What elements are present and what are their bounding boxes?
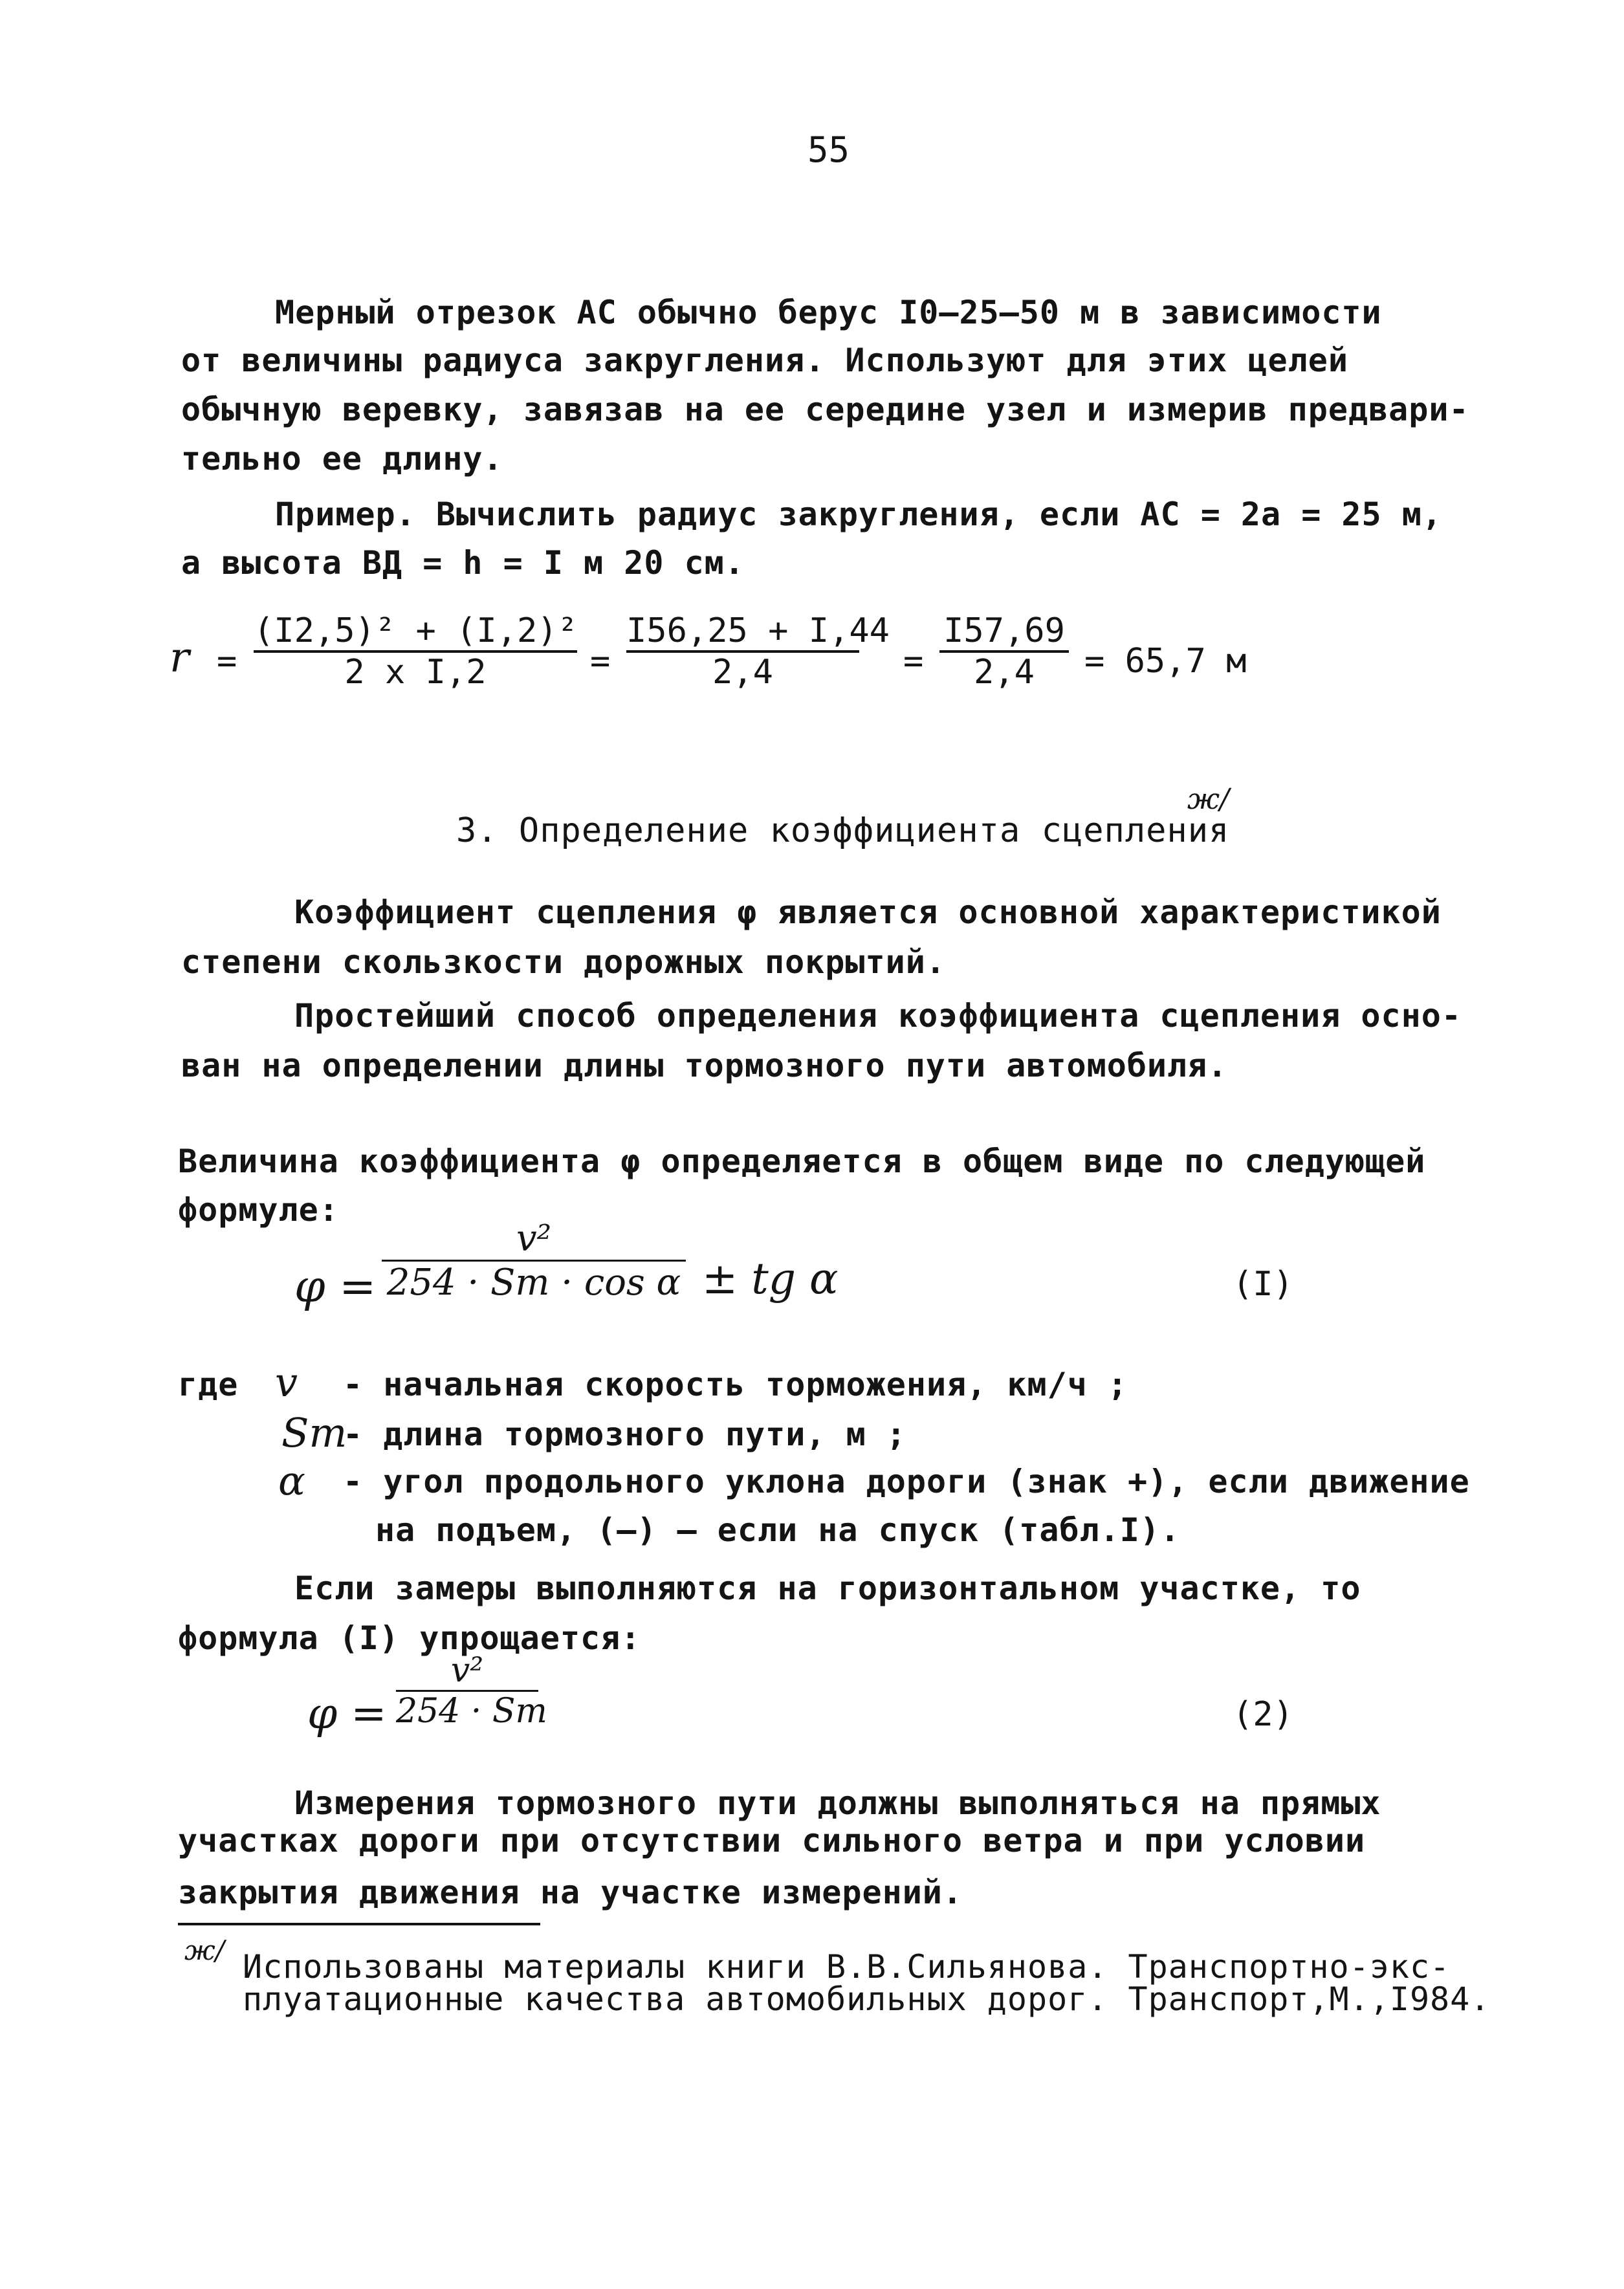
fraction-1-denominator: 2 х I,2 (344, 653, 487, 692)
paragraph-6-line-3: закрытия движения на участке измерений. (178, 1874, 963, 1911)
formula-2-numerator: v² (450, 1651, 484, 1690)
section-footnote-mark: ж/ (1187, 783, 1229, 816)
footnote-mark: ж/ (184, 1934, 225, 1966)
paragraph-6-line-1: Измерения тормозного пути должны выполняться на прямых (294, 1784, 1381, 1822)
footnote-line-2: плуатационные качества автомобильных дорог. Транспорт,М.,I984. (243, 1980, 1491, 2018)
equals-sign-1: = (217, 642, 237, 681)
section-heading: 3. Определение коэффициента сцепления (456, 811, 1230, 850)
fraction-3 (939, 611, 1069, 692)
paragraph-1-line-4: тельно ее длину. (181, 440, 503, 477)
fraction-1-numerator: (I2,5)² + (I,2)² (254, 611, 578, 650)
alpha-definition-line-1: - угол продольного уклона дороги (знак +), если движение (343, 1463, 1470, 1500)
formula-1-denominator: 254 · Sт · cos α (386, 1262, 681, 1304)
fraction-3-denominator: 2,4 (974, 653, 1035, 692)
paragraph-4-line-1: Величина коэффициента φ определяется в общем виде по следующей (178, 1143, 1426, 1180)
fraction-2-numerator: I56,25 + I,44 (626, 611, 890, 650)
formula-2-fraction (396, 1651, 547, 1731)
footnote-separator (178, 1923, 540, 1925)
radius-result: = 65,7 м (1084, 642, 1247, 681)
v-definition: - начальная скорость торможения, км/ч ; (343, 1366, 1128, 1403)
paragraph-5-line-1: Если замеры выполняются на горизонтальном участке, то (294, 1570, 1361, 1607)
s-symbol: Sт (281, 1409, 347, 1456)
radius-symbol: r (170, 634, 190, 682)
formula-1-number: (I) (1233, 1265, 1293, 1304)
paragraph-3-line-2: ван на определении длины тормозного пути автомобиля. (181, 1047, 1228, 1084)
fraction-3-numerator: I57,69 (943, 611, 1065, 650)
formula-2-lhs: φ = (307, 1689, 387, 1738)
formula-1-tail: ± tg α (702, 1254, 839, 1304)
example-line-1: Пример. Вычислить радиус закругления, если АС = 2а = 25 м, (275, 496, 1442, 533)
page-number: 55 (807, 129, 850, 170)
equals-sign-3: = (903, 642, 924, 681)
equals-sign-2: = (590, 642, 611, 681)
alpha-symbol: α (278, 1457, 305, 1504)
s-definition: - длина тормозного пути, м ; (343, 1416, 906, 1453)
paragraph-6-line-2: участках дороги при отсутствии сильного ветра и при условии (178, 1822, 1366, 1859)
formula-1-lhs: φ = (294, 1262, 377, 1313)
where-label: где (178, 1366, 239, 1403)
paragraph-4-line-2: формуле: (178, 1191, 339, 1229)
formula-1-numerator: v² (516, 1218, 552, 1260)
paragraph-1-line-1: Мерный отрезок АС обычно берус I0–25–50 м в зависимости (275, 294, 1382, 331)
paragraph-5-line-2: формула (I) упрощается: (178, 1619, 641, 1657)
paragraph-2-line-2: степени скользкости дорожных покрытий. (181, 943, 946, 981)
paragraph-1-line-3: обычную веревку, завязав на ее середине узел и измерив предвари- (181, 391, 1469, 428)
fraction-2 (626, 611, 890, 692)
alpha-definition-line-2: на подъем, (–) – если на спуск (табл.I). (375, 1511, 1181, 1549)
formula-2-denominator: 254 · Sт (396, 1692, 547, 1731)
footnote-line-1: Использованы материалы книги В.В.Сильянова. Транспортно-экс- (243, 1948, 1451, 1986)
paragraph-1-line-2: от величины радиуса закругления. Используют для этих целей (181, 342, 1348, 379)
example-line-2: а высота ВД = h = I м 20 см. (181, 544, 745, 582)
fraction-2-denominator: 2,4 (712, 653, 773, 692)
formula-1-fraction (382, 1218, 686, 1304)
paragraph-3-line-1: Простейший способ определения коэффициента сцепления осно- (294, 997, 1462, 1035)
v-symbol: v (275, 1359, 298, 1406)
paragraph-2-line-1: Коэффициент сцепления φ является основной характеристикой (294, 893, 1442, 931)
fraction-1 (254, 611, 577, 692)
formula-2-number: (2) (1233, 1695, 1293, 1734)
